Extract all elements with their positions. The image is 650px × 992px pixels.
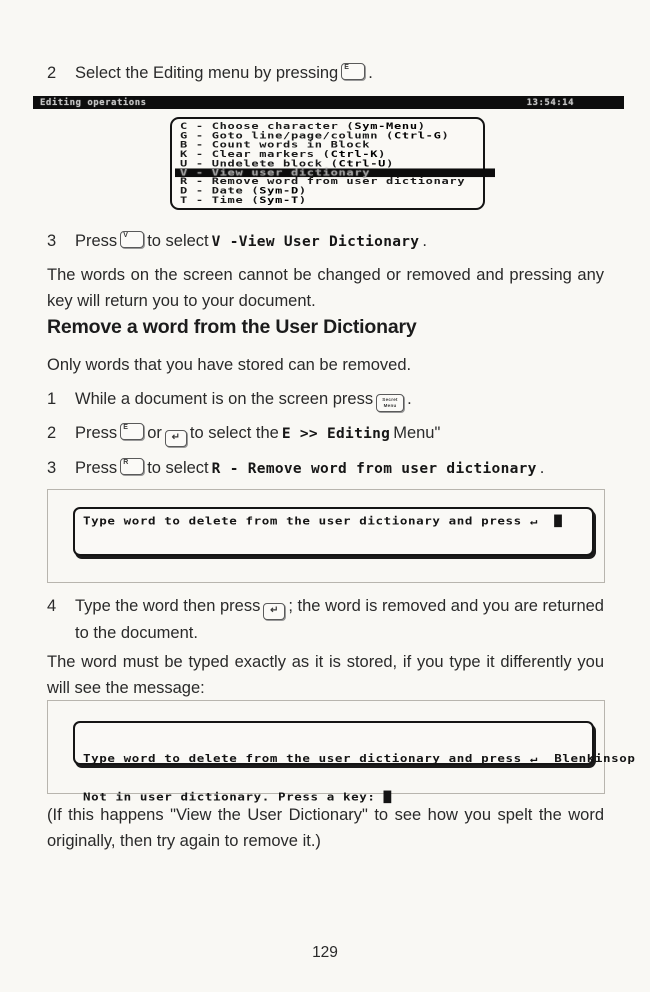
step-press-menu-key [47,386,604,412]
step-select-editing-menu [47,60,604,86]
menu-item: T - Time (Sym-T) [180,195,307,206]
error-screen-box [73,721,636,803]
step-press-e-or-return [47,420,604,447]
error-line-1: Type word to delete from the user dictionary and press ↵ Blenkinsop [83,751,636,765]
step-number: 4 [47,597,57,615]
paragraph-view-note: The words on the screen cannot be changed or removed and pressing any key will return you to your document. [47,266,604,310]
step-text: Press E or ↵ to select the E >> Editing Menu" [75,420,604,447]
page-number: 129 [312,944,338,961]
step-number: 2 [47,424,57,442]
e-key-icon: E [120,423,144,440]
menu-item: B - Count words in Block [180,139,371,150]
command-name: V -View User Dictionary [211,234,420,250]
menu-item: U - Undelete block (Ctrl-U) [180,158,394,169]
error-line-2: Not in user dictionary. Press a key: █ [83,790,392,803]
menu-item: C - Choose character (Sym-Menu) [180,121,426,132]
step-press-v [47,228,604,255]
screenshot-title-bar [33,96,624,109]
e-key-icon: E [341,63,365,80]
figure-frame-prompt [47,489,605,583]
paragraph-exact-spelling: The word must be typed exactly as it is stored, if you type it differently you will see the message: [47,653,604,697]
step-type-word [47,593,604,646]
step-number: 2 [47,64,57,82]
command-name: R - Remove word from user dictionary [211,461,537,477]
step-text: Press R to select R - Remove word from user dictionary . [75,459,545,477]
screen-title: Editing operations [40,97,147,108]
step-number: 3 [47,232,57,250]
return-key-icon: ↵ [165,430,187,447]
menu-items [180,122,481,205]
step-number: 3 [47,459,57,477]
return-key-icon: ↵ [263,603,285,620]
paragraph-only-words: Only words that you have stored can be removed. [47,356,412,374]
command-name: E >> Editing [281,426,391,442]
step-text: While a document is on the screen press Secret Menu . [75,386,604,412]
section-heading: Remove a word from the User Dictionary [47,316,417,338]
figure-frame-error [47,700,636,803]
editing-menu-box [170,117,485,210]
r-key-icon: R [120,458,144,475]
paragraph-if-happens: (If this happens "View the User Dictionary" to see how you spelt the word originally, then try again to remove it.) [47,806,604,850]
menu-item: V - View user dictionary [175,168,495,177]
menu-item: G - Goto line/page/column (Ctrl-G) [180,130,450,141]
step-number: 1 [47,390,57,408]
menu-item: K - Clear markers (Ctrl-K) [180,148,387,159]
menu-item: D - Date (Sym-D) [180,185,307,196]
prompt-line: Type word to delete from the user dictionary and press ↵ █ [83,514,563,527]
step-text: Press V to select V -View User Dictionary . [75,232,427,250]
menu-item: R - Remove word from user dictionary [180,176,466,187]
screen-clock: 13:54:14 [526,97,574,108]
v-key-icon: V [120,231,144,248]
step-text: Type the word then press ↵ ; the word is removed and you are returned to the document. [75,597,604,642]
prompt-screen-box [73,507,594,556]
menu-key-icon: Secret Menu [376,394,404,412]
step-press-r [47,455,604,482]
step-text: Select the Editing menu by pressing E . [75,64,373,82]
